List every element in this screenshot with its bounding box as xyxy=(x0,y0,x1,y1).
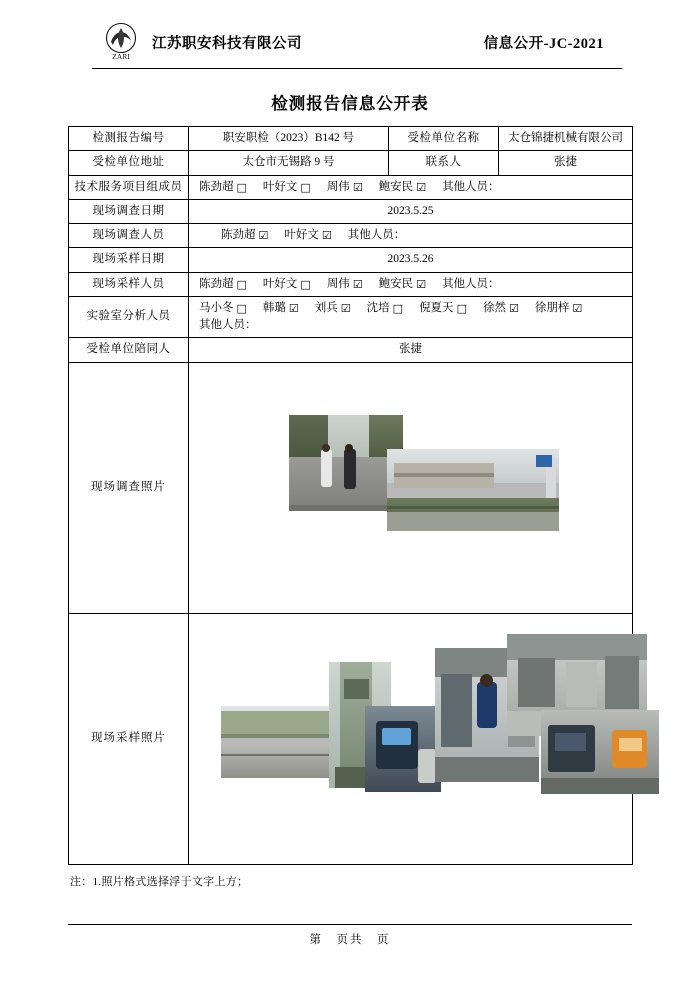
page-title: 检测报告信息公开表 xyxy=(271,94,429,113)
checkbox-icon[interactable]: ☑ xyxy=(416,180,427,194)
client-label: 受检单位名称 xyxy=(389,127,499,151)
table-row xyxy=(69,362,633,613)
member-name: 陈劲超 xyxy=(199,277,234,290)
member-name: 倪夏天 xyxy=(419,301,454,314)
report-no-value: 职安职检（2023）B142 号 xyxy=(189,127,389,151)
checkbox-item[interactable] xyxy=(199,179,247,196)
sampling-photo-3 xyxy=(365,706,441,792)
survey-photo-1 xyxy=(289,415,403,511)
footer-divider xyxy=(68,924,632,925)
checkbox-icon[interactable]: ☑ xyxy=(321,229,332,243)
checkbox-icon[interactable]: □ xyxy=(456,301,467,315)
survey-photo-collage xyxy=(189,363,632,613)
checkbox-item[interactable] xyxy=(199,276,247,293)
survey-date-label: 现场调查日期 xyxy=(69,199,189,223)
member-name: 徐朋梓 xyxy=(534,301,570,314)
address-value: 太仓市无锡路 9 号 xyxy=(189,151,389,175)
member-name: 周伟 xyxy=(326,180,350,193)
checkbox-icon[interactable]: ☑ xyxy=(352,277,363,291)
survey-date-value: 2023.5.25 xyxy=(189,199,633,223)
checkbox-item[interactable] xyxy=(327,276,363,293)
survey-other-label: 其他人员： xyxy=(347,229,406,241)
table-row xyxy=(69,175,633,199)
team-other-label: 其他人员： xyxy=(442,180,500,193)
table-row xyxy=(69,296,633,338)
contact-label: 联系人 xyxy=(389,151,499,175)
report-info-table xyxy=(68,126,633,865)
member-name: 沈培 xyxy=(366,301,390,314)
sampling-staff-value xyxy=(189,272,633,296)
checkbox-item[interactable] xyxy=(367,300,403,317)
report-no-label: 检测报告编号 xyxy=(69,127,189,151)
table-row xyxy=(69,338,633,362)
member-name: 叶好文 xyxy=(262,180,298,193)
lab-label: 实验室分析人员 xyxy=(69,296,189,338)
checkbox-icon[interactable]: □ xyxy=(392,301,404,315)
team-value xyxy=(189,175,633,199)
member-name: 鲍安民 xyxy=(378,277,414,290)
table-row xyxy=(69,199,633,223)
lab-other-label: 其他人员： xyxy=(199,319,257,331)
team-label: 技术服务项目组成员 xyxy=(69,175,189,199)
checkbox-icon[interactable]: ☑ xyxy=(352,180,363,194)
sampling-photo-cell xyxy=(189,613,633,864)
address-label: 受检单位地址 xyxy=(69,151,189,175)
checkbox-icon[interactable]: □ xyxy=(236,301,247,315)
escort-value: 张捷 xyxy=(189,338,633,362)
checkbox-item[interactable] xyxy=(221,227,268,244)
table-row xyxy=(69,224,633,248)
member-name: 徐然 xyxy=(482,301,506,314)
brand xyxy=(100,22,302,62)
checkbox-icon[interactable]: □ xyxy=(236,180,247,194)
checkbox-icon[interactable]: ☑ xyxy=(340,301,351,315)
table-row xyxy=(69,272,633,296)
checkbox-icon[interactable]: ☑ xyxy=(288,301,299,315)
sampling-other-label: 其他人员： xyxy=(442,277,500,290)
checkbox-icon[interactable]: ☑ xyxy=(416,277,427,291)
sampling-photo-label: 现场采样照片 xyxy=(69,613,189,864)
table-row xyxy=(69,151,633,175)
survey-photo-2 xyxy=(387,449,559,531)
sampling-photo-1 xyxy=(221,706,331,778)
member-name: 韩璐 xyxy=(262,301,286,314)
checkbox-item[interactable] xyxy=(535,300,582,317)
page-number: 第 页共 页 xyxy=(309,934,391,946)
checkbox-item[interactable] xyxy=(483,300,519,317)
member-name: 鲍安民 xyxy=(378,180,414,193)
member-name: 马小冬 xyxy=(199,301,234,314)
checkbox-item[interactable] xyxy=(379,179,426,196)
checkbox-item[interactable] xyxy=(315,300,351,317)
checkbox-icon[interactable]: ☑ xyxy=(258,229,269,243)
sampling-photo-6 xyxy=(541,710,659,794)
checkbox-item[interactable] xyxy=(327,179,363,196)
header-divider xyxy=(92,68,622,69)
escort-label: 受检单位陪同人 xyxy=(69,338,189,362)
company-name: 江苏职安科技有限公司 xyxy=(152,35,302,52)
member-name: 陈劲超 xyxy=(199,180,234,193)
svg-text:ZARI: ZARI xyxy=(112,52,130,61)
doc-code: 信息公开-JC-2021 xyxy=(483,35,604,52)
table-row xyxy=(69,127,633,151)
contact-value: 张捷 xyxy=(499,151,633,175)
checkbox-item[interactable] xyxy=(199,300,247,317)
lab-value xyxy=(189,296,633,338)
table-note: 注：1.照片格式选择浮于文字上方； xyxy=(70,875,249,888)
sampling-photo-collage xyxy=(189,614,632,864)
member-name: 陈劲超 xyxy=(221,229,256,241)
survey-staff-label: 现场调查人员 xyxy=(69,224,189,248)
checkbox-item[interactable] xyxy=(263,179,311,196)
checkbox-icon[interactable]: ☑ xyxy=(572,301,583,315)
checkbox-item[interactable] xyxy=(419,300,467,317)
lab-other-row xyxy=(193,317,628,334)
checkbox-icon[interactable]: □ xyxy=(236,277,247,291)
checkbox-icon[interactable]: □ xyxy=(300,180,311,194)
client-value: 太仓锦捷机械有限公司 xyxy=(499,127,633,151)
checkbox-icon[interactable]: □ xyxy=(300,277,311,291)
page-footer xyxy=(68,924,632,947)
survey-staff-value xyxy=(189,224,633,248)
table-row xyxy=(69,248,633,272)
member-name: 叶好文 xyxy=(284,229,319,241)
page-header xyxy=(68,0,632,72)
checkbox-item[interactable] xyxy=(263,276,311,293)
member-name: 刘兵 xyxy=(314,301,338,314)
sampling-staff-label: 现场采样人员 xyxy=(69,272,189,296)
checkbox-item[interactable] xyxy=(284,227,331,244)
checkbox-item[interactable] xyxy=(379,276,426,293)
survey-photo-cell xyxy=(189,362,633,613)
checkbox-item[interactable] xyxy=(263,300,299,317)
member-name: 叶好文 xyxy=(262,277,298,290)
checkbox-icon[interactable]: ☑ xyxy=(508,301,519,315)
sampling-date-value: 2023.5.26 xyxy=(189,248,633,272)
sampling-date-label: 现场采样日期 xyxy=(69,248,189,272)
survey-photo-label: 现场调查照片 xyxy=(69,362,189,613)
table-row xyxy=(69,613,633,864)
company-logo-icon xyxy=(100,22,142,62)
member-name: 周伟 xyxy=(326,277,350,290)
